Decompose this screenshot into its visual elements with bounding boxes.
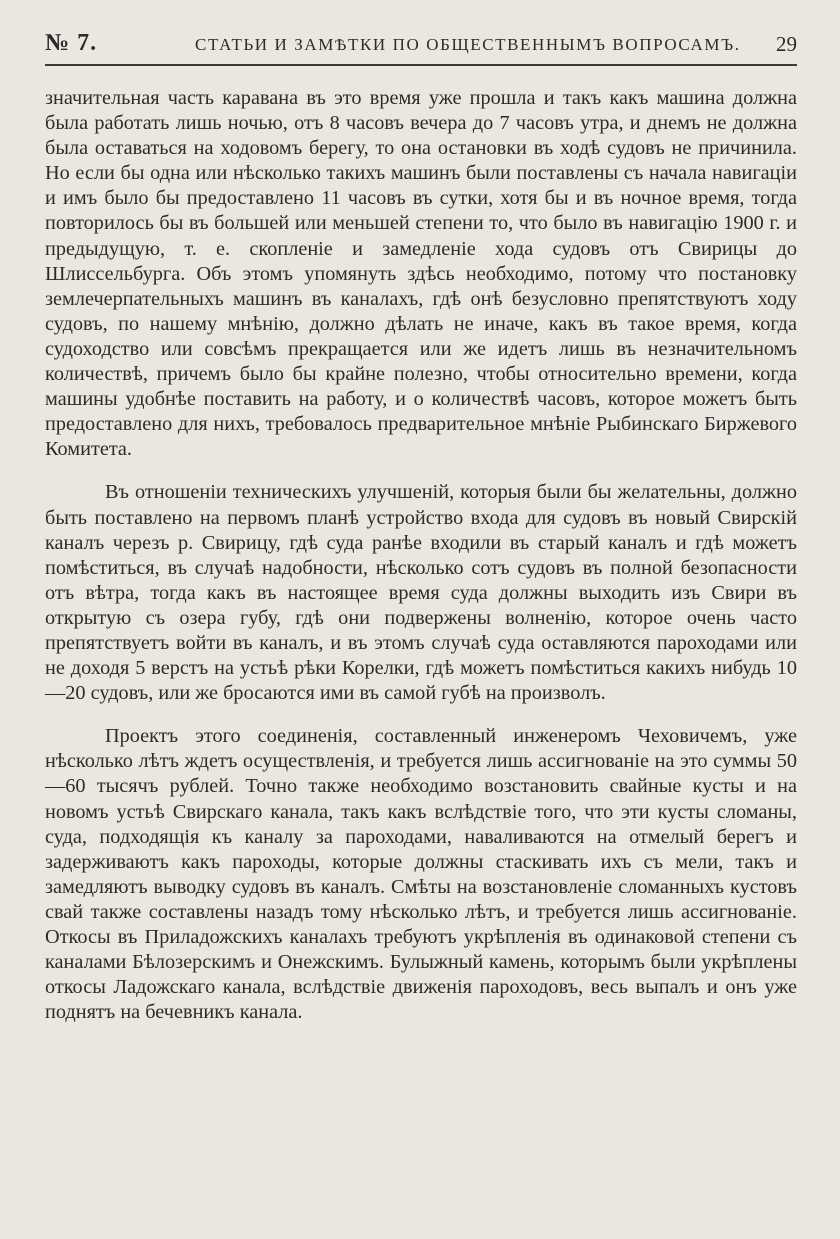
running-head: [45, 30, 797, 64]
header-rule: [45, 64, 797, 66]
paragraph-project: Проектъ этого соединенія, составленный инженеромъ Чеховичемъ, уже нѣсколько лѣтъ ждетъ осуществленія, и требуется лишь ассигнованіе на это суммы 50—60 тысячъ рублей. Точно также необходимо возстановить свайные кусты и на новомъ устьѣ Свирскаго канала, такъ какъ вслѣдствіе того, что эти кусты сломаны, суда, подходящія къ каналу за пароходами, наваливаются на отмелый берегъ и задерживаютъ какъ пароходы, которые должны стаскивать ихъ съ мели, такъ и замедляютъ выводку судовъ въ каналъ. Смѣты на возстановленіе сломанныхъ кустовъ свай также составлены назадъ тому нѣсколько лѣтъ, и требуется лишь ассигнованіе. Откосы въ Приладожскихъ каналахъ требуютъ укрѣпленія въ одинаковой степени съ каналами Бѣлозерскимъ и Онежскимъ. Булыжный камень, которымъ были укрѣплены откосы Ладожскаго канала, вслѣдствіе движенія пароходовъ, весь выпалъ и онъ уже поднятъ на бечевникъ канала.: [45, 725, 797, 1024]
issue-number: № 7.: [45, 30, 98, 56]
paragraph-technical-improvements: Въ отношеніи техническихъ улучшеній, которыя были бы желательны, должно быть поставлено на первомъ планѣ устройство входа для судовъ въ новый Свирскій каналъ черезъ р. Свирицу, гдѣ суда ранѣе входили въ старый каналъ и гдѣ можетъ помѣститься, въ случаѣ надобности, нѣсколько сотъ судовъ въ полной безопасности отъ вѣтра, тогда какъ въ настоящее время суда должны выходить изъ Свири въ открытую съ озера губу, гдѣ они подвержены волненію, которое очень часто препятствуетъ войти въ каналъ, и въ этомъ случаѣ суда оставляются пароходами или не доходя 5 верстъ на устьѣ рѣки Корелки, гдѣ можетъ помѣститься какихъ нибудь 10—20 судовъ, или же бросаются ими въ самой губѣ на произволъ.: [45, 481, 797, 705]
article-body: [45, 86, 797, 1043]
section-title: СТАТЬИ И ЗАМѢТКИ ПО ОБЩЕСТВЕННЫМЪ ВОПРОСАМЪ.: [195, 35, 741, 54]
page-number: 29: [776, 32, 797, 56]
paragraph-continuation: значительная часть каравана въ это время уже прошла и такъ какъ машина должна была работать лишь ночью, отъ 8 часовъ вечера до 7 часовъ утра, и днемъ не должна была оставаться на ходовомъ берегу, то она остановки въ ходѣ судовъ не причинила. Но если бы одна или нѣсколько такихъ машинъ были поставлены съ начала навигаціи и имъ было бы предоставлено 11 часовъ въ сутки, хотя бы и въ ночное время, тогда повторилось бы въ большей или меньшей степени то, что было въ навигацію 1900 г. и предыдущую, т. е. скопленіе и замедленіе хода судовъ отъ Свирицы до Шлиссельбурга. Объ этомъ упомянуть здѣсь необходимо, потому что постановку землечерпательныхъ машинъ въ каналахъ, гдѣ онѣ безусловно препятствуютъ ходу судовъ, по нашему мнѣнію, должно дѣлать не иначе, какъ въ такое время, когда судоходство или совсѣмъ прекращается или же идетъ лишь въ незначительномъ количествѣ, причемъ было бы крайне полезно, чтобы относительно времени, когда машины удобнѣе поставить на работу, и о количествѣ часовъ, которое можетъ быть предоставлено для нихъ, требовалось предварительное мнѣніе Рыбинскаго Биржевого Комитета.: [45, 87, 797, 461]
